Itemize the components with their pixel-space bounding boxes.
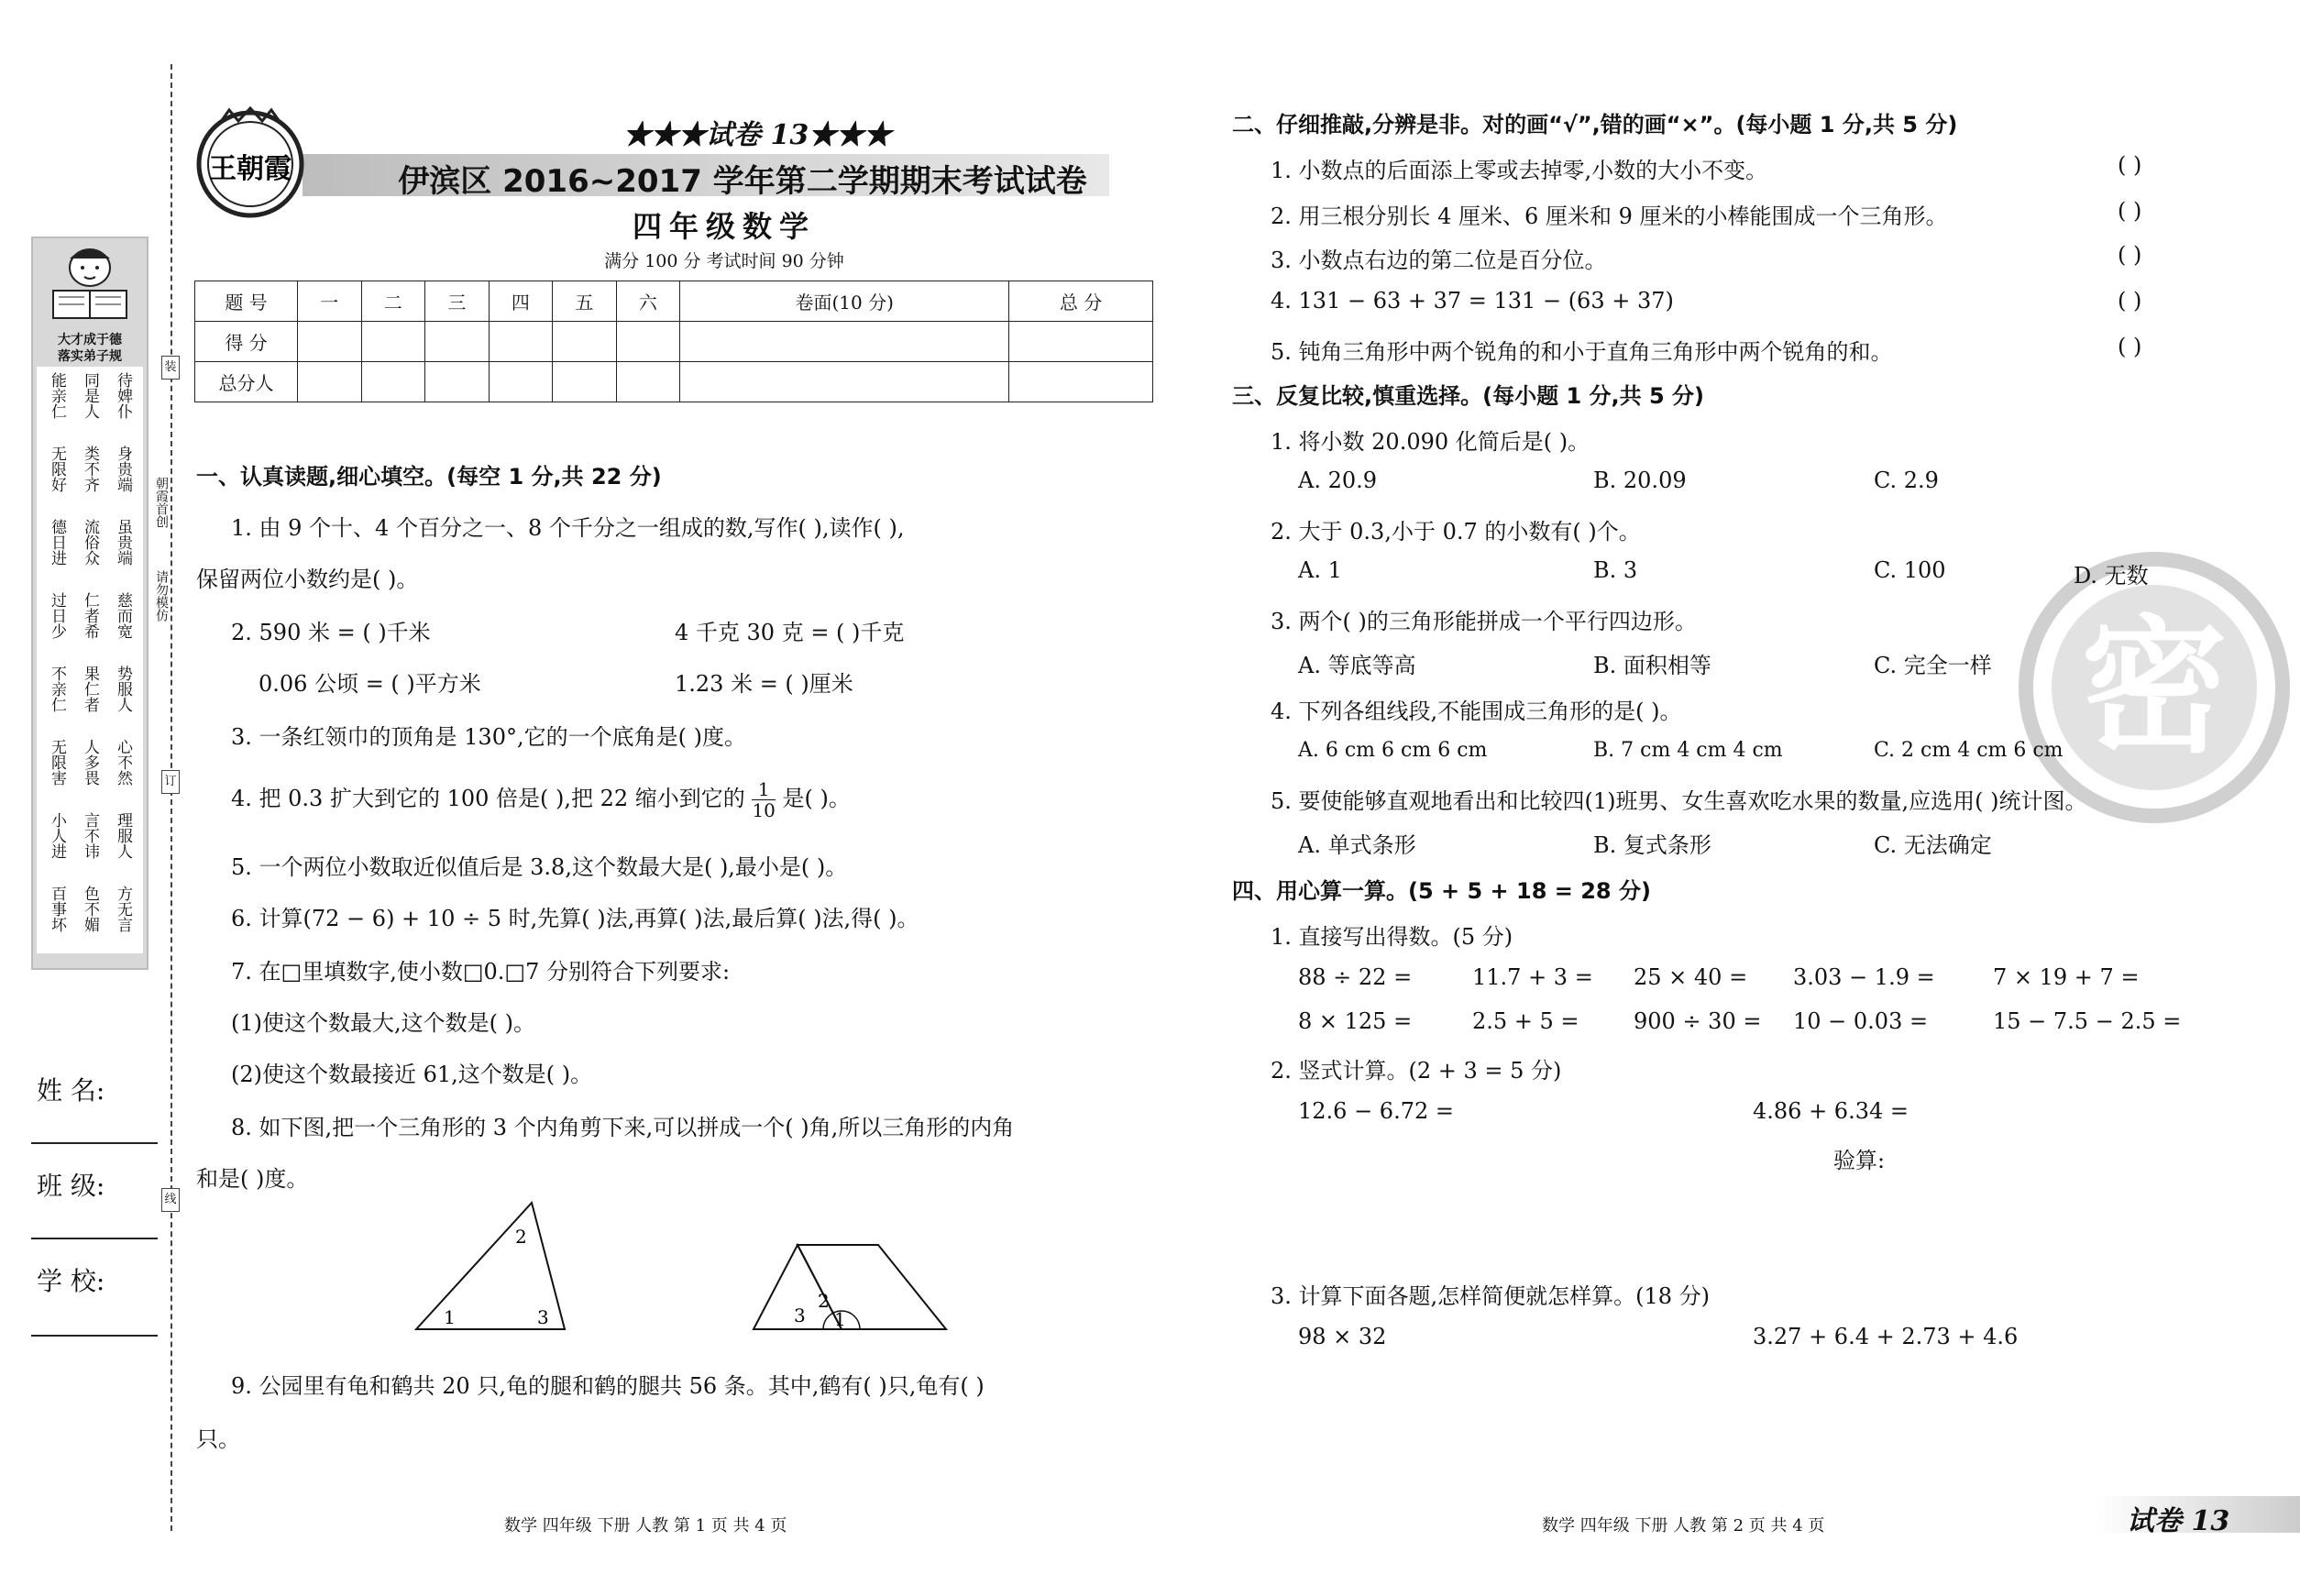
choice-q4-c[interactable]: C. 2 cm 4 cm 6 cm bbox=[1874, 739, 2063, 762]
score-cell[interactable] bbox=[1009, 322, 1153, 362]
subject-title: 四年级数学 bbox=[632, 209, 816, 244]
score-header-cell: 卷面(10 分) bbox=[680, 281, 1009, 322]
proverb-column: 待婢仆 bbox=[114, 372, 132, 419]
name-line[interactable] bbox=[31, 1142, 158, 1144]
vertical-calc-1: 12.6 − 6.72 = bbox=[1298, 1098, 1454, 1124]
q2-item-a: 2. 590 米 = ( )千米 bbox=[231, 620, 431, 645]
proverb-column: 势服人 bbox=[114, 666, 132, 712]
q1-line-2: 保留两位小数约是( )。 bbox=[196, 567, 419, 592]
calc-r1-1: 88 ÷ 22 = bbox=[1298, 964, 1413, 990]
q5: 5. 一个两位小数取近似值后是 3.8,这个数最大是( ),最小是( )。 bbox=[231, 854, 848, 880]
q2-item-b: 4 千克 30 克 = ( )千克 bbox=[675, 620, 905, 645]
score-row bbox=[195, 322, 1153, 362]
score-cell[interactable] bbox=[553, 322, 617, 362]
simplify-expr-1: 98 × 32 bbox=[1298, 1324, 1387, 1349]
proverb-column: 心不然 bbox=[114, 739, 132, 786]
calc-r1-5: 7 × 19 + 7 = bbox=[1993, 964, 2140, 990]
proverb-column: 类不齐 bbox=[81, 446, 99, 492]
grader-cell[interactable] bbox=[361, 362, 425, 402]
q8-line-2: 和是( )度。 bbox=[196, 1166, 309, 1192]
choice-q5-a[interactable]: A. 单式条形 bbox=[1298, 832, 1416, 858]
proverb-column: 理服人 bbox=[114, 812, 132, 859]
choice-q3-a[interactable]: A. 等底等高 bbox=[1298, 653, 1416, 678]
vertical-note-2: 请勿模仿 bbox=[154, 570, 169, 622]
choice-q2-c[interactable]: C. 100 bbox=[1874, 557, 1946, 583]
q2-item-c: 0.06 公顷 = ( )平方米 bbox=[259, 671, 481, 697]
calc-r2-3: 900 ÷ 30 = bbox=[1634, 1008, 1762, 1034]
proverb-column: 方无言 bbox=[114, 886, 132, 932]
class-label: 班 级: bbox=[37, 1171, 105, 1201]
section-1-heading: 一、认真读题,细心填空。(每空 1 分,共 22 分) bbox=[196, 464, 662, 490]
score-cell[interactable] bbox=[680, 322, 1009, 362]
choice-q1-c[interactable]: C. 2.9 bbox=[1874, 468, 1939, 493]
score-header-cell: 三 bbox=[425, 281, 490, 322]
score-table bbox=[194, 281, 1153, 402]
choice-q3-b[interactable]: B. 面积相等 bbox=[1593, 653, 1711, 678]
choice-q5-c[interactable]: C. 无法确定 bbox=[1874, 832, 1992, 858]
choice-q3-c[interactable]: C. 完全一样 bbox=[1874, 653, 1992, 678]
proverb-column: 言不讳 bbox=[81, 812, 99, 859]
fraction-numerator: 1 bbox=[752, 779, 775, 800]
tf-answer-5[interactable]: ( ) bbox=[2118, 334, 2142, 359]
tf-item-4: 4. 131 − 63 + 37 = 131 − (63 + 37) bbox=[1271, 288, 1674, 314]
paper-number: ★★★试卷 13★★★ bbox=[623, 119, 892, 151]
proverb-column: 无限好 bbox=[48, 446, 66, 492]
calc-r2-1: 8 × 125 = bbox=[1298, 1008, 1413, 1034]
q9-line-2: 只。 bbox=[196, 1426, 240, 1452]
seal-character: 密 bbox=[2080, 601, 2228, 773]
grader-cell[interactable] bbox=[1009, 362, 1153, 402]
calc-r1-3: 25 × 40 = bbox=[1634, 964, 1748, 990]
choice-q2-d[interactable]: D. 无数 bbox=[2074, 563, 2149, 589]
q1-line-1: 1. 由 9 个十、4 个百分之一、8 个千分之一组成的数,写作( ),读作( ), bbox=[231, 515, 905, 541]
motto-line-2: 落实弟子规 bbox=[58, 349, 122, 364]
calc-r1-4: 3.03 − 1.9 = bbox=[1793, 964, 1935, 990]
grader-cell[interactable] bbox=[680, 362, 1009, 402]
score-cell[interactable] bbox=[616, 322, 680, 362]
choice-q1: 1. 将小数 20.090 化简后是( )。 bbox=[1271, 429, 1590, 455]
grader-cell[interactable] bbox=[553, 362, 617, 402]
cut-mark-3: 线 bbox=[161, 1188, 180, 1212]
score-header-cell: 一 bbox=[298, 281, 362, 322]
q7-part-1: (1)使这个数最大,这个数是( )。 bbox=[231, 1010, 535, 1036]
calc-r1-2: 11.7 + 3 = bbox=[1472, 964, 1593, 990]
score-cell[interactable] bbox=[425, 322, 490, 362]
proverb-column: 果仁者 bbox=[81, 666, 99, 712]
tf-answer-4[interactable]: ( ) bbox=[2118, 288, 2142, 314]
calc-part-3: 3. 计算下面各题,怎样简便就怎样算。(18 分) bbox=[1271, 1283, 1711, 1309]
score-cell[interactable] bbox=[361, 322, 425, 362]
proverb-column: 无限害 bbox=[48, 739, 66, 786]
tri-label-3: 3 bbox=[537, 1306, 549, 1328]
brand-logo-icon bbox=[193, 106, 308, 222]
tri2-label-3: 3 bbox=[794, 1304, 806, 1326]
triangle-figure bbox=[403, 1192, 990, 1338]
score-cell[interactable] bbox=[298, 322, 362, 362]
proverb-group bbox=[40, 886, 139, 932]
footer-page-2: 数学 四年级 下册 人教 第 2 页 共 4 页 bbox=[1542, 1516, 1825, 1535]
fraction-denominator: 10 bbox=[752, 799, 776, 821]
tri2-label-2: 2 bbox=[818, 1290, 830, 1312]
choice-q4-a[interactable]: A. 6 cm 6 cm 6 cm bbox=[1298, 739, 1488, 762]
sidebar-motto bbox=[33, 332, 147, 365]
q4 bbox=[231, 779, 851, 820]
score-header-row bbox=[195, 281, 1153, 322]
proverb-column: 小人进 bbox=[48, 812, 66, 859]
proverb-column: 同是人 bbox=[81, 372, 99, 419]
proverb-column: 过日少 bbox=[48, 592, 66, 639]
vertical-note-1: 朝霞首创 bbox=[154, 477, 169, 528]
proverb-column: 人多畏 bbox=[81, 739, 99, 786]
grader-cell[interactable] bbox=[489, 362, 553, 402]
score-row-label: 得 分 bbox=[195, 322, 298, 362]
verify-label: 验算: bbox=[1833, 1148, 1886, 1173]
choice-q5-b[interactable]: B. 复式条形 bbox=[1593, 832, 1711, 858]
proverb-group bbox=[40, 519, 139, 566]
exam-meta: 满分 100 分 考试时间 90 分钟 bbox=[604, 251, 844, 271]
section-4-heading: 四、用心算一算。(5 + 5 + 18 = 28 分) bbox=[1232, 878, 1651, 904]
proverb-column: 身贵端 bbox=[114, 446, 132, 492]
tf-answer-1[interactable]: ( ) bbox=[2118, 152, 2142, 178]
proverb-column: 色不媚 bbox=[81, 886, 99, 932]
score-header-cell: 六 bbox=[616, 281, 680, 322]
q3: 3. 一条红领巾的顶角是 130°,它的一个底角是( )度。 bbox=[231, 724, 746, 750]
grader-cell[interactable] bbox=[298, 362, 362, 402]
cut-mark-1: 装 bbox=[161, 356, 180, 380]
section-3-heading: 三、反复比较,慎重选择。(每小题 1 分,共 5 分) bbox=[1232, 383, 1704, 409]
proverb-list bbox=[37, 367, 143, 953]
q2-item-d: 1.23 米 = ( )厘米 bbox=[675, 671, 853, 697]
proverb-column: 流俗众 bbox=[81, 519, 99, 566]
proverb-group bbox=[40, 739, 139, 786]
proverb-column: 仁者希 bbox=[81, 592, 99, 639]
proverb-column: 能亲仁 bbox=[48, 372, 66, 419]
tf-item-3: 3. 小数点右边的第二位是百分位。 bbox=[1271, 248, 1607, 273]
proverb-group bbox=[40, 446, 139, 492]
school-line[interactable] bbox=[31, 1335, 158, 1337]
school-label: 学 校: bbox=[37, 1266, 105, 1296]
class-line[interactable] bbox=[31, 1238, 158, 1239]
footer-page-1: 数学 四年级 下册 人教 第 1 页 共 4 页 bbox=[504, 1516, 787, 1535]
tf-item-2: 2. 用三根分别长 4 厘米、6 厘米和 9 厘米的小棒能围成一个三角形。 bbox=[1271, 204, 1948, 229]
proverb-column: 不亲仁 bbox=[48, 666, 66, 712]
proverb-column: 德日进 bbox=[48, 519, 66, 566]
choice-q3: 3. 两个( )的三角形能拼成一个平行四边形。 bbox=[1271, 609, 1697, 634]
score-header-cell: 二 bbox=[361, 281, 425, 322]
choice-q5: 5. 要使能够直观地看出和比较四(1)班男、女生喜欢吃水果的数量,应选用( )统计图。 bbox=[1271, 788, 2087, 814]
tri2-label-1: 1 bbox=[834, 1308, 846, 1330]
proverb-group bbox=[40, 372, 139, 419]
tf-item-5: 5. 钝角三角形中两个锐角的和小于直角三角形中两个锐角的和。 bbox=[1271, 339, 1893, 365]
tf-item-1: 1. 小数点的后面添上零或去掉零,小数的大小不变。 bbox=[1271, 158, 1768, 183]
score-cell[interactable] bbox=[489, 322, 553, 362]
proverb-group bbox=[40, 812, 139, 859]
q7: 7. 在□里填数字,使小数□0.□7 分别符合下列要求: bbox=[231, 959, 731, 985]
proverb-column: 慈而宽 bbox=[114, 592, 132, 639]
binding-dashed-line bbox=[171, 64, 172, 1531]
name-label: 姓 名: bbox=[37, 1075, 105, 1106]
score-header-cell: 总 分 bbox=[1009, 281, 1153, 322]
choice-q4: 4. 下列各组线段,不能围成三角形的是( )。 bbox=[1271, 699, 1682, 724]
vertical-calc-2: 4.86 + 6.34 = bbox=[1753, 1098, 1909, 1124]
cut-mark-2: 订 bbox=[161, 770, 180, 794]
section-2-heading: 二、仔细推敲,分辨是非。对的画“√”,错的画“×”。(每小题 1 分,共 5 分) bbox=[1232, 112, 1958, 138]
choice-q2-a[interactable]: A. 1 bbox=[1298, 557, 1342, 583]
grader-row-label: 总分人 bbox=[195, 362, 298, 402]
q6: 6. 计算(72 − 6) + 10 ÷ 5 时,先算( )法,再算( )法,最后算( )法,得( )。 bbox=[231, 906, 919, 931]
q8-line-1: 8. 如下图,把一个三角形的 3 个内角剪下来,可以拼成一个( )角,所以三角形的内角 bbox=[231, 1115, 1015, 1140]
proverb-column: 百事坏 bbox=[48, 886, 66, 932]
proverb-column: 虽贵端 bbox=[114, 519, 132, 566]
logo-text: 王朝霞 bbox=[209, 153, 292, 185]
score-header-cell: 五 bbox=[553, 281, 617, 322]
q4-part-1: 4. 把 0.3 扩大到它的 100 倍是( ),把 22 缩小到它的 bbox=[231, 786, 745, 811]
grader-cell[interactable] bbox=[425, 362, 490, 402]
exam-title: 伊滨区 2016~2017 学年第二学期期末考试试卷 bbox=[398, 163, 1087, 200]
choice-q2: 2. 大于 0.3,小于 0.7 的小数有( )个。 bbox=[1271, 519, 1641, 545]
choice-q1-b[interactable]: B. 20.09 bbox=[1593, 468, 1687, 493]
q7-part-2: (2)使这个数最接近 61,这个数是( )。 bbox=[231, 1062, 593, 1087]
combined-angle-right bbox=[798, 1245, 946, 1329]
calc-part-1: 1. 直接写出得数。(5 分) bbox=[1271, 924, 1513, 950]
paper-tag: 试卷 13 bbox=[2127, 1505, 2230, 1537]
calc-part-2: 2. 竖式计算。(2 + 3 = 5 分) bbox=[1271, 1058, 1562, 1084]
q9-line-1: 9. 公园里有龟和鹤共 20 只,龟的腿和鹤的腿共 56 条。其中,鹤有( )只,龟有( ) bbox=[231, 1373, 985, 1399]
q4-part-2: 是( )。 bbox=[782, 786, 851, 811]
tf-answer-2[interactable]: ( ) bbox=[2118, 198, 2142, 224]
score-header-cell: 题 号 bbox=[195, 281, 298, 322]
calc-r2-5: 15 − 7.5 − 2.5 = bbox=[1993, 1008, 2182, 1034]
student-cartoon-icon bbox=[44, 240, 136, 332]
proverb-group bbox=[40, 666, 139, 712]
choice-q2-b[interactable]: B. 3 bbox=[1593, 557, 1638, 583]
grader-cell[interactable] bbox=[616, 362, 680, 402]
grader-row bbox=[195, 362, 1153, 402]
simplify-expr-2: 3.27 + 6.4 + 2.73 + 4.6 bbox=[1753, 1324, 2019, 1349]
tri-label-2: 2 bbox=[515, 1226, 527, 1248]
tri-label-1: 1 bbox=[444, 1306, 456, 1328]
choice-q1-a[interactable]: A. 20.9 bbox=[1298, 468, 1378, 493]
proverb-group bbox=[40, 592, 139, 639]
choice-q4-b[interactable]: B. 7 cm 4 cm 4 cm bbox=[1593, 739, 1783, 762]
score-header-cell: 四 bbox=[489, 281, 553, 322]
fraction-one-tenth bbox=[752, 779, 775, 820]
calc-r2-4: 10 − 0.03 = bbox=[1793, 1008, 1929, 1034]
calc-r2-2: 2.5 + 5 = bbox=[1472, 1008, 1579, 1034]
motto-line-1: 大才成于德 bbox=[58, 333, 122, 347]
tf-answer-3[interactable]: ( ) bbox=[2118, 242, 2142, 268]
